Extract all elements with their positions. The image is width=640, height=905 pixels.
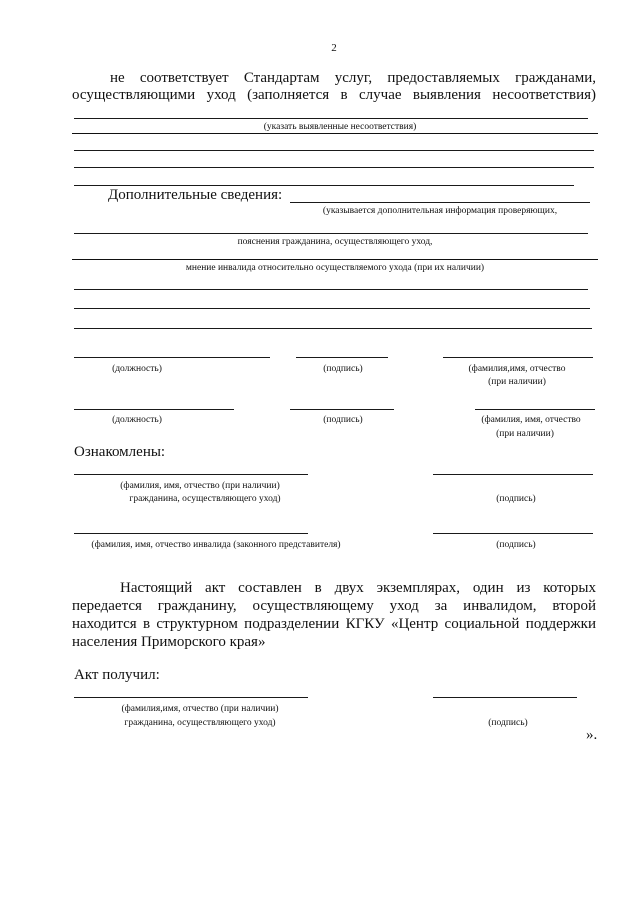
position-caption-2: (должность): [112, 415, 162, 425]
signature-caption-1: (подпись): [323, 364, 363, 374]
closing-line-1: Настоящий акт составлен в двух экземплярах, один из которых: [120, 580, 596, 596]
received-caption-2: гражданина, осуществляющего уход): [124, 718, 276, 728]
additional-caption-3: мнение инвалида относительно осуществляемого ухода (при их наличии): [185, 263, 485, 273]
acquainted-label: Ознакомлены:: [74, 444, 166, 460]
received-caption-1: (фамилия,имя, отчество (при наличии): [121, 704, 279, 714]
nonconformity-line-4[interactable]: [74, 167, 594, 168]
caregiver-signature-line[interactable]: [433, 474, 593, 475]
position-line-1[interactable]: [74, 357, 270, 358]
caregiver-signature-caption: (подпись): [496, 494, 536, 504]
fio-caption-2a: (фамилия, имя, отчество: [481, 415, 581, 425]
additional-info-label: Дополнительные сведения:: [108, 187, 283, 203]
closing-line-3: находится в структурном подразделении КГКУ «Центр социальной поддержки: [72, 616, 596, 632]
intro-line-2: осуществляющими уход (заполняется в случае выявления несоответствия): [72, 87, 596, 103]
signature-caption-2: (подпись): [323, 415, 363, 425]
signature-line-2[interactable]: [290, 409, 394, 410]
fio-caption-1a: (фамилия,имя, отчество: [468, 364, 566, 374]
intro-line-1: не соответствует Стандартам услуг, предоставляемых гражданами,: [110, 70, 596, 86]
invalid-fio-line[interactable]: [74, 533, 308, 534]
nonconformity-caption: (указать выявленные несоответствия): [263, 122, 417, 132]
nonconformity-line-3[interactable]: [74, 150, 594, 151]
additional-info-line-4[interactable]: [74, 289, 588, 290]
additional-info-line-1[interactable]: [290, 202, 590, 203]
closing-line-4: населения Приморского края»: [72, 634, 266, 650]
position-caption-1: (должность): [112, 364, 162, 374]
caregiver-caption-2: гражданина, осуществляющего уход): [129, 494, 281, 504]
received-label: Акт получил:: [74, 667, 160, 683]
received-signature-line[interactable]: [433, 697, 577, 698]
additional-info-line-5[interactable]: [74, 308, 590, 309]
additional-caption-2: пояснения гражданина, осуществляющего уход,: [237, 237, 433, 247]
received-fio-line[interactable]: [74, 697, 308, 698]
closing-quote: ».: [586, 727, 598, 743]
caregiver-caption-1: (фамилия, имя, отчество (при наличии): [120, 481, 280, 491]
page-number: 2: [331, 42, 337, 54]
caregiver-fio-line[interactable]: [74, 474, 308, 475]
invalid-signature-line[interactable]: [433, 533, 593, 534]
invalid-signature-caption: (подпись): [496, 540, 536, 550]
signature-line-1[interactable]: [296, 357, 388, 358]
fio-caption-2b: (при наличии): [496, 429, 554, 439]
fio-caption-1b: (при наличии): [488, 377, 546, 387]
nonconformity-line-2[interactable]: [72, 133, 598, 134]
fio-line-2[interactable]: [475, 409, 595, 410]
invalid-caption: (фамилия, имя, отчество инвалида (законного представителя): [91, 540, 341, 550]
nonconformity-line-1[interactable]: [74, 118, 588, 119]
additional-info-line-6[interactable]: [74, 328, 592, 329]
fio-line-1[interactable]: [443, 357, 593, 358]
additional-info-line-2[interactable]: [74, 233, 588, 234]
additional-caption-1: (указывается дополнительная информация проверяющих,: [322, 206, 558, 216]
received-signature-caption: (подпись): [488, 718, 528, 728]
position-line-2[interactable]: [74, 409, 234, 410]
additional-info-line-3[interactable]: [72, 259, 598, 260]
closing-line-2: передается гражданину, осуществляющему уход за инвалидом, второй: [72, 598, 596, 614]
